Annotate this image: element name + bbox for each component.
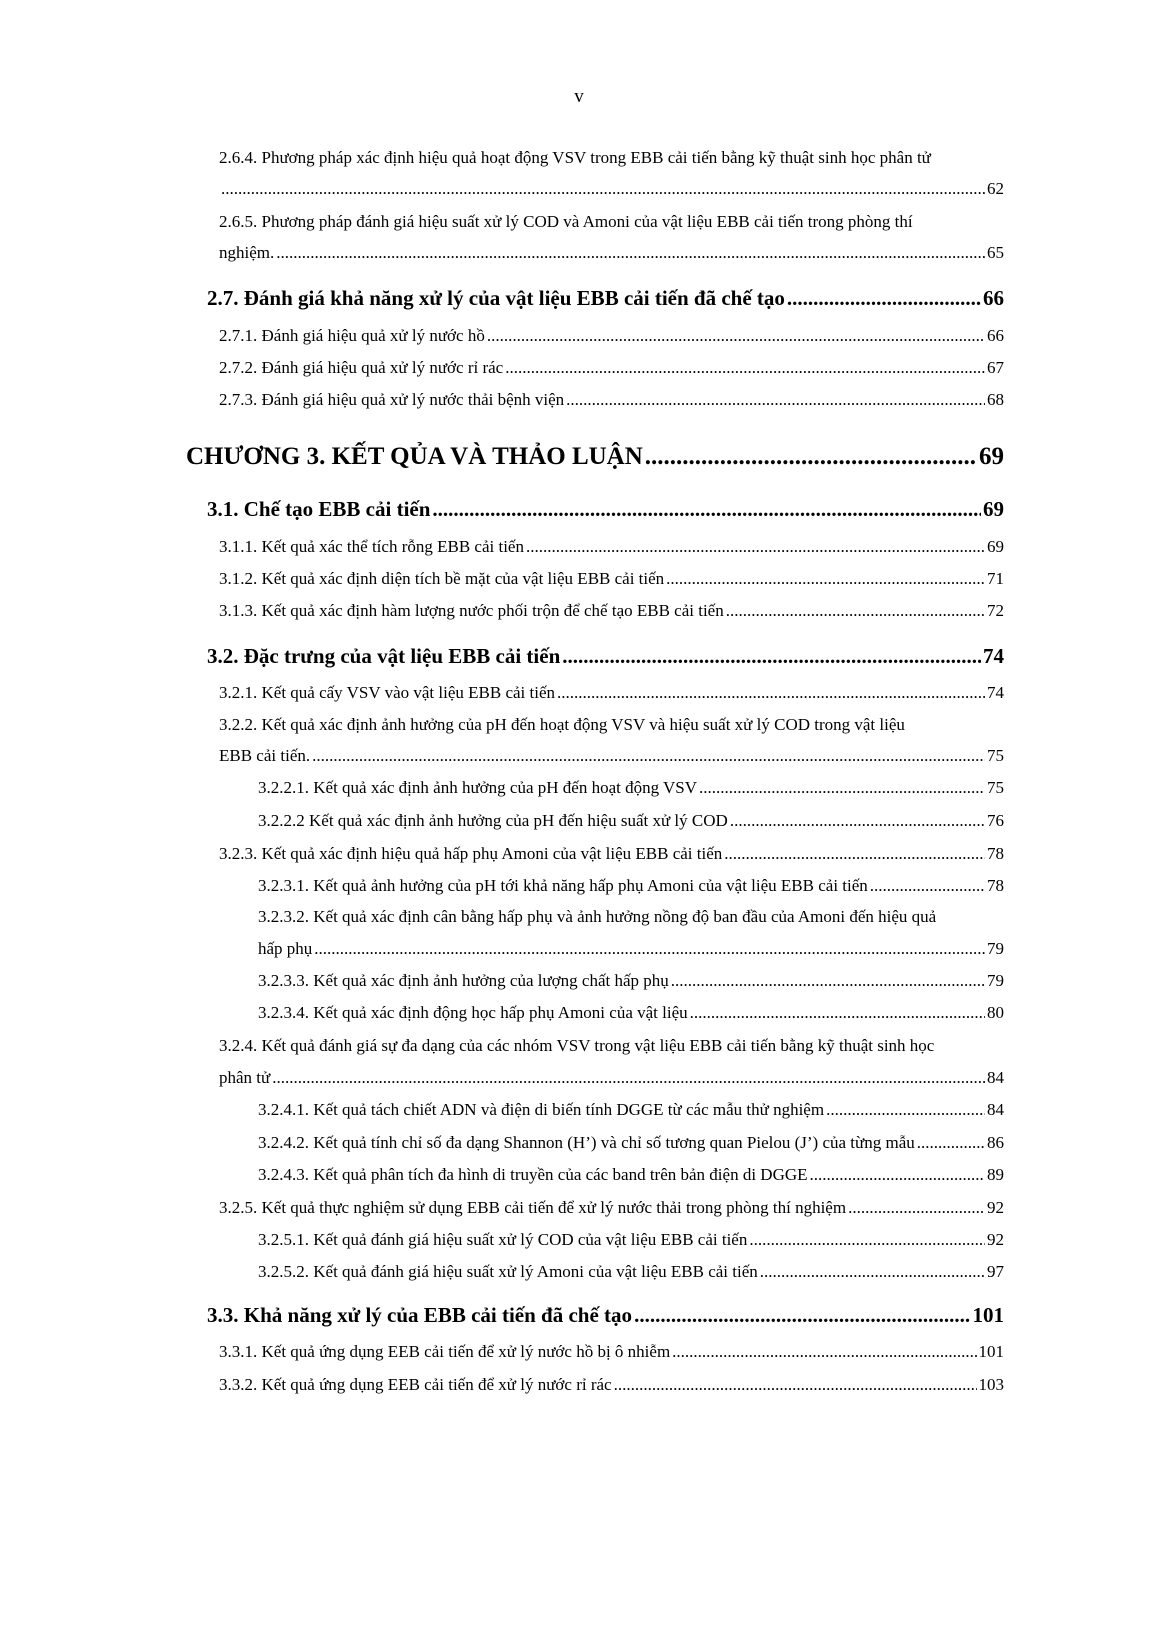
toc-section-3-3[interactable] (207, 1303, 1004, 1328)
toc-entry-title: 3.2.3.4. Kết quả xác định động học hấp phụ Amoni của vật liệu (258, 1003, 688, 1022)
toc-entry-title: 3.2. Đặc trưng của vật liệu EBB cải tiến (207, 644, 561, 668)
toc-entry-page: 68 (987, 390, 1004, 409)
toc-entry-3-2-4-1[interactable] (258, 1100, 1004, 1120)
toc-leader-dots (645, 443, 977, 471)
toc-leader-dots (666, 569, 985, 589)
toc-leader-dots (314, 939, 985, 959)
toc-entry-page: 69 (983, 497, 1004, 521)
toc-entry-2-6-4-line1[interactable]: 2.6.4. Phương pháp xác định hiệu quả hoạt động VSV trong EBB cải tiến bằng kỹ thuật sinh học phân tử (219, 148, 931, 167)
toc-entry-3-2-2-2[interactable] (258, 811, 1004, 831)
toc-entry-title: 3.2.5. Kết quả thực nghiệm sử dụng EBB cải tiến để xử lý nước thải trong phòng thí nghiệm (219, 1198, 847, 1217)
toc-entry-page: 74 (987, 683, 1004, 702)
toc-entry-3-2-5-2[interactable] (258, 1262, 1004, 1282)
toc-leader-dots (562, 644, 981, 669)
toc-leader-dots (760, 1262, 985, 1282)
toc-leader-dots (810, 1165, 985, 1185)
page-number: v (574, 86, 584, 107)
toc-entry-page: 69 (979, 443, 1004, 470)
toc-entry-title: 3.2.3.3. Kết quả xác định ảnh hưởng của lượng chất hấp phụ (258, 971, 669, 990)
toc-entry-2-7-3[interactable] (219, 390, 1004, 410)
toc-entry-title: 3.2.4.1. Kết quả tách chiết ADN và điện di biến tính DGGE từ các mẫu thử nghiệm (258, 1100, 825, 1119)
toc-leader-dots (272, 1068, 985, 1088)
toc-section-3-2[interactable] (207, 644, 1004, 669)
toc-entry-page: 89 (987, 1165, 1004, 1184)
toc-entry-3-2-3-3[interactable] (258, 971, 1004, 991)
toc-entry-page: 66 (983, 286, 1004, 310)
toc-entry-page: 71 (987, 569, 1004, 588)
toc-entry-page: 76 (987, 811, 1004, 830)
toc-entry-page: 72 (987, 601, 1004, 620)
toc-entry-page: 86 (987, 1133, 1004, 1152)
toc-leader-dots (671, 971, 985, 991)
toc-leader-dots (730, 811, 985, 831)
toc-entry-title: 3.1. Chế tạo EBB cải tiến (207, 497, 431, 521)
toc-entry-2-6-5[interactable] (219, 243, 1004, 263)
toc-entry-3-2-1[interactable] (219, 683, 1004, 703)
toc-entry-page: 65 (987, 243, 1004, 262)
toc-entry-3-2-2[interactable] (219, 746, 1004, 766)
toc-entry-3-2-3[interactable] (219, 844, 1004, 864)
toc-leader-dots (566, 390, 985, 410)
toc-entry-page: 97 (987, 1262, 1004, 1281)
toc-entry-page: 66 (987, 326, 1004, 345)
toc-leader-dots (487, 326, 985, 346)
toc-entry-3-2-4-3[interactable] (258, 1165, 1004, 1185)
toc-entry-title: 3.1.3. Kết quả xác định hàm lượng nước phối trộn để chế tạo EBB cải tiến (219, 601, 724, 620)
toc-entry-title: CHƯƠNG 3. KẾT QỦA VÀ THẢO LUẬN (186, 443, 643, 470)
toc-entry-title: EBB cải tiến. (219, 746, 311, 765)
toc-entry-3-2-3-2[interactable] (258, 939, 1004, 959)
toc-entry-title: 3.3.2. Kết quả ứng dụng EEB cải tiến để xử lý nước rỉ rác (219, 1375, 612, 1394)
toc-entry-page: 78 (987, 876, 1004, 895)
toc-section-2-7[interactable] (207, 286, 1004, 311)
toc-entry-page: 74 (983, 644, 1004, 668)
toc-entry-3-1-1[interactable] (219, 537, 1004, 557)
toc-entry-3-2-4-2[interactable] (258, 1133, 1004, 1153)
toc-entry-title: 3.3. Khả năng xử lý của EBB cải tiến đã chế tạo (207, 1303, 633, 1327)
toc-entry-title: 3.1.1. Kết quả xác thể tích rỗng EBB cải tiến (219, 537, 524, 556)
toc-leader-dots (749, 1230, 985, 1250)
toc-entry-page: 69 (987, 537, 1004, 556)
toc-entry-2-7-2[interactable] (219, 358, 1004, 378)
toc-entry-3-2-5[interactable] (219, 1198, 1004, 1218)
toc-leader-dots (672, 1342, 976, 1362)
toc-entry-title: hấp phụ (258, 939, 313, 958)
toc-leader-dots (724, 844, 985, 864)
toc-entry-title: 3.1.2. Kết quả xác định diện tích bề mặt của vật liệu EBB cải tiến (219, 569, 665, 588)
toc-entry-page: 101 (972, 1303, 1004, 1327)
toc-entry-page: 84 (987, 1068, 1004, 1087)
toc-leader-dots (221, 179, 985, 199)
toc-entry-title: phân tử (219, 1068, 271, 1087)
toc-entry-title: 3.2.3.1. Kết quả ảnh hưởng của pH tới khả năng hấp phụ Amoni của vật liệu EBB cải tiến (258, 876, 868, 895)
toc-leader-dots (726, 601, 985, 621)
toc-entry-title: 3.3.1. Kết quả ứng dụng EEB cải tiến để xử lý nước hồ bị ô nhiễm (219, 1342, 671, 1361)
toc-leader-dots (699, 778, 985, 798)
toc-entry-3-1-2[interactable] (219, 569, 1004, 589)
toc-entry-3-2-5-1[interactable] (258, 1230, 1004, 1250)
toc-leader-dots (870, 876, 985, 896)
toc-entry-title: 3.2.1. Kết quả cấy VSV vào vật liệu EBB cải tiến (219, 683, 555, 702)
toc-entry-page: 67 (987, 358, 1004, 377)
toc-entry-2-6-5-line1[interactable]: 2.6.5. Phương pháp đánh giá hiệu suất xử lý COD và Amoni của vật liệu EBB cải tiến trong phòng thí (219, 212, 913, 231)
toc-entry-3-3-2[interactable] (219, 1375, 1004, 1395)
toc-entry-page: 62 (987, 179, 1004, 198)
toc-entry-2-6-4[interactable] (219, 179, 1004, 199)
toc-entry-title: 3.2.4.3. Kết quả phân tích đa hình di truyền của các band trên bản điện di DGGE (258, 1165, 808, 1184)
toc-leader-dots (614, 1375, 977, 1395)
toc-entry-title: 3.2.4.2. Kết quả tính chỉ số đa dạng Shannon (H’) và chỉ số tương quan Pielou (J’) của từng mẫu (258, 1133, 915, 1152)
toc-entry-3-2-4[interactable] (219, 1068, 1004, 1088)
toc-entry-title: 2.7.1. Đánh giá hiệu quả xử lý nước hồ (219, 326, 485, 345)
toc-entry-title: 3.2.5.1. Kết quả đánh giá hiệu suất xử lý COD của vật liệu EBB cải tiến (258, 1230, 748, 1249)
toc-entry-page: 80 (987, 1003, 1004, 1022)
toc-entry-title: 2.7. Đánh giá khả năng xử lý của vật liệu EBB cải tiến đã chế tạo (207, 286, 785, 310)
toc-entry-3-2-3-1[interactable] (258, 876, 1004, 896)
toc-entry-3-2-2-1[interactable] (258, 778, 1004, 798)
toc-chapter-3[interactable] (186, 443, 1004, 471)
toc-leader-dots (634, 1303, 970, 1328)
toc-entry-title: nghiệm. (219, 243, 275, 262)
toc-leader-dots (848, 1198, 985, 1218)
toc-entry-3-2-3-2-line1[interactable]: 3.2.3.2. Kết quả xác định cân bằng hấp phụ và ảnh hưởng nồng độ ban đầu của Amoni đến hiệu quả (258, 907, 937, 926)
toc-entry-title: 3.2.5.2. Kết quả đánh giá hiệu suất xử lý Amoni của vật liệu EBB cải tiến (258, 1262, 758, 1281)
toc-entry-3-3-1[interactable] (219, 1342, 1004, 1362)
toc-entry-page: 101 (978, 1342, 1004, 1361)
toc-leader-dots (505, 358, 985, 378)
toc-entry-3-2-2-line1[interactable]: 3.2.2. Kết quả xác định ảnh hưởng của pH đến hoạt động VSV và hiệu suất xử lý COD trong vật liệu (219, 715, 905, 734)
toc-entry-title: 3.2.2.2 Kết quả xác định ảnh hưởng của pH đến hiệu suất xử lý COD (258, 811, 728, 830)
toc-entry-page: 103 (978, 1375, 1004, 1394)
toc-leader-dots (276, 243, 985, 263)
toc-entry-page: 78 (987, 844, 1004, 863)
toc-leader-dots (432, 497, 981, 522)
toc-entry-page: 84 (987, 1100, 1004, 1119)
toc-entry-3-2-3-4[interactable] (258, 1003, 1004, 1023)
toc-leader-dots (557, 683, 985, 703)
toc-entry-title: 3.2.3. Kết quả xác định hiệu quả hấp phụ Amoni của vật liệu EBB cải tiến (219, 844, 723, 863)
toc-section-3-1[interactable] (207, 497, 1004, 522)
toc-entry-page: 92 (987, 1230, 1004, 1249)
toc-entry-3-2-4-line1[interactable]: 3.2.4. Kết quả đánh giá sự đa dạng của các nhóm VSV trong vật liệu EBB cải tiến bằng kỹ thuật sinh học (219, 1036, 935, 1055)
toc-entry-page: 75 (987, 778, 1004, 797)
toc-entry-2-7-1[interactable] (219, 326, 1004, 346)
toc-entry-title: 2.7.3. Đánh giá hiệu quả xử lý nước thải bệnh viện (219, 390, 565, 409)
toc-entry-title: 2.7.2. Đánh giá hiệu quả xử lý nước rỉ rác (219, 358, 504, 377)
toc-leader-dots (787, 286, 981, 311)
toc-entry-3-1-3[interactable] (219, 601, 1004, 621)
toc-leader-dots (917, 1133, 985, 1153)
toc-leader-dots (312, 746, 985, 766)
toc-entry-page: 75 (987, 746, 1004, 765)
toc-entry-title: 3.2.2.1. Kết quả xác định ảnh hưởng của pH đến hoạt động VSV (258, 778, 698, 797)
toc-entry-page: 79 (987, 971, 1004, 990)
toc-entry-page: 79 (987, 939, 1004, 958)
toc-leader-dots (826, 1100, 985, 1120)
toc-leader-dots (526, 537, 985, 557)
toc-entry-page: 92 (987, 1198, 1004, 1217)
toc-leader-dots (690, 1003, 985, 1023)
